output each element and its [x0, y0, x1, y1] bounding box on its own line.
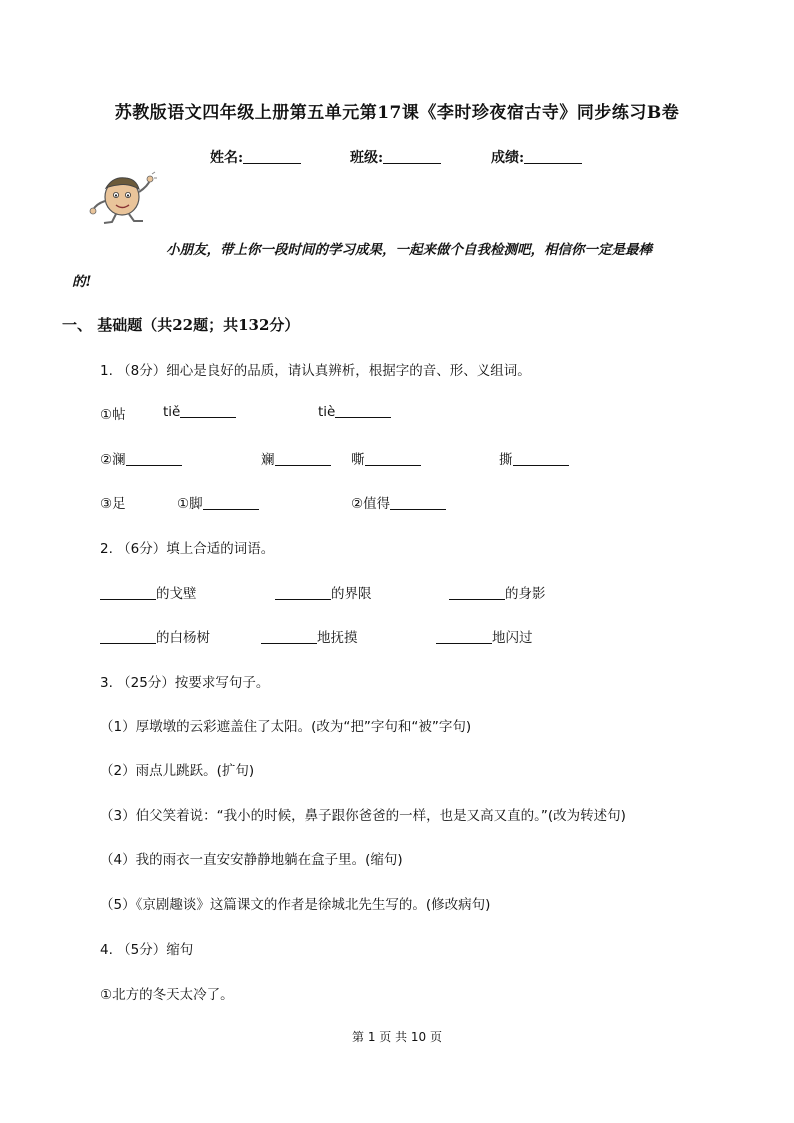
q1-r1-c2-text: tiě [163, 404, 181, 420]
q3-sub-2: （2）雨点儿跳跃。(扩句) [100, 763, 255, 779]
mascot-icon [88, 170, 158, 226]
answer-blank[interactable] [261, 629, 317, 644]
q4-stem: 4. （5分）缩句 [100, 942, 194, 958]
answer-blank[interactable] [203, 495, 259, 510]
answer-blank[interactable] [100, 585, 156, 600]
answer-blank[interactable] [275, 585, 331, 600]
q1-r2-c3[interactable] [351, 448, 421, 468]
score-label: 成绩: [491, 150, 525, 166]
answer-blank[interactable] [449, 585, 505, 600]
section-heading: 一、 基础题（共22题；共132分） [62, 316, 300, 334]
q1-r3-c2-text: ①脚 [177, 496, 203, 512]
q2-r2-c1-text: 的白杨树 [156, 630, 210, 646]
answer-blank[interactable] [180, 403, 236, 418]
q1-r3-c1: ③足 [100, 496, 126, 512]
q3-stem: 3. （25分）按要求写句子。 [100, 675, 270, 691]
score-blank[interactable] [524, 149, 582, 164]
q1-r1-c3-text: tiè [318, 404, 336, 420]
answer-blank[interactable] [513, 451, 569, 466]
name-blank[interactable] [243, 149, 301, 164]
q2-r1-c2-text: 的界限 [331, 586, 372, 602]
q2-r1-c1[interactable] [100, 582, 197, 602]
q1-r1-c3[interactable] [318, 403, 391, 420]
answer-blank[interactable] [365, 451, 421, 466]
page-title: 苏教版语文四年级上册第五单元第17课《李时珍夜宿古寺》同步练习B卷 [114, 103, 680, 123]
intro-line-1: 小朋友，带上你一段时间的学习成果，一起来做个自我检测吧，相信你一定是最棒 [166, 242, 652, 258]
class-field[interactable] [350, 147, 441, 167]
q1-r3-c3-text: ②值得 [351, 496, 391, 512]
q2-r1-c1-text: 的戈壁 [156, 586, 197, 602]
q1-r2-c4-text: 撕 [499, 452, 513, 468]
q2-r2-c2-text: 地抚摸 [317, 630, 358, 646]
q1-r2-c2[interactable] [261, 448, 331, 468]
answer-blank[interactable] [335, 403, 391, 418]
intro-line-2: 的! [72, 274, 92, 290]
q1-r2-c3-text: 嘶 [351, 452, 365, 468]
q3-sub-3: （3）伯父笑着说：“我小的时候，鼻子跟你爸爸的一样，也是又高又直的。”(改为转述句) [100, 808, 626, 824]
q1-r1-c1: ①帖 [100, 407, 126, 423]
q2-stem: 2. （6分）填上合适的词语。 [100, 541, 275, 557]
answer-blank[interactable] [390, 495, 446, 510]
q3-sub-5: （5）《京剧趣谈》这篇课文的作者是徐城北先生写的。(修改病句) [100, 897, 491, 913]
q1-r1-c2[interactable] [163, 403, 236, 420]
q4-sub-1: ①北方的冬天太冷了。 [100, 987, 234, 1003]
class-blank[interactable] [383, 149, 441, 164]
answer-blank[interactable] [126, 451, 182, 466]
score-field[interactable] [491, 147, 582, 167]
q1-r2-c1[interactable] [100, 448, 182, 468]
q1-r2-c4[interactable] [499, 448, 569, 468]
answer-blank[interactable] [436, 629, 492, 644]
name-field[interactable] [210, 147, 301, 167]
class-label: 班级: [350, 150, 384, 166]
q1-r2-c1-text: ②澜 [100, 452, 126, 468]
q3-sub-4: （4）我的雨衣一直安安静静地躺在盒子里。(缩句) [100, 852, 403, 868]
q1-r3-c3[interactable] [351, 492, 446, 512]
q1-stem: 1. （8分）细心是良好的品质，请认真辨析，根据字的音、形、义组词。 [100, 363, 531, 379]
q2-r1-c2[interactable] [275, 582, 372, 602]
q1-r2-c2-text: 斓 [261, 452, 275, 468]
q2-r2-c1[interactable] [100, 626, 210, 646]
q1-r3-c2[interactable] [177, 492, 259, 512]
answer-blank[interactable] [275, 451, 331, 466]
q2-r1-c3-text: 的身影 [505, 586, 546, 602]
q2-r1-c3[interactable] [449, 582, 546, 602]
q2-r2-c3[interactable] [436, 626, 533, 646]
q2-r2-c3-text: 地闪过 [492, 630, 533, 646]
page-footer: 第 1 页 共 10 页 [352, 1030, 442, 1044]
name-label: 姓名: [210, 150, 244, 166]
q2-r2-c2[interactable] [261, 626, 358, 646]
answer-blank[interactable] [100, 629, 156, 644]
q3-sub-1: （1）厚墩墩的云彩遮盖住了太阳。(改为“把”字句和“被”字句) [100, 719, 472, 735]
